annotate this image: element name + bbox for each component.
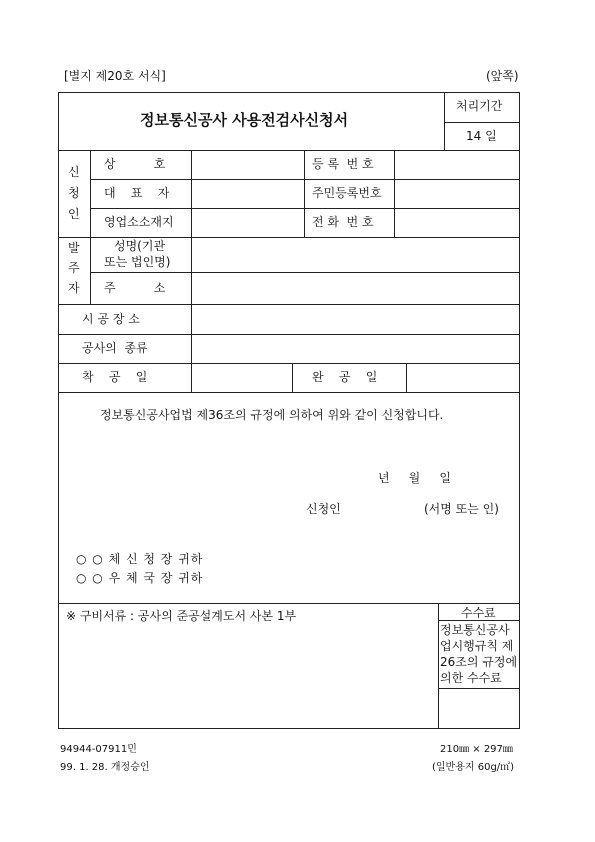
phone-number-label: 전 화 번 호: [312, 215, 374, 229]
representative-label: 대 표 자: [104, 186, 170, 200]
fee-text-3: 26조의 규정에: [440, 655, 518, 669]
processing-period-label: 처리기간: [456, 99, 503, 113]
construction-type-label: 공사의 종류: [82, 341, 148, 355]
applicant-section-3: 인: [68, 207, 80, 221]
paper-type: (일반용지 60g/㎡): [432, 762, 515, 773]
applicant-sign-label: 신청인: [306, 502, 341, 516]
completion-date-label: 완 공 일: [312, 370, 378, 384]
application-statement: 정보통신공사업법 제36조의 규정에 의하여 위와 같이 신청합니다.: [100, 408, 444, 422]
trade-name-label: 상 호: [104, 157, 166, 171]
processing-period-value: 14 일: [466, 129, 497, 143]
form-number: [별지 제20호 서식]: [64, 69, 166, 83]
form-code: 94944-07911민: [60, 744, 137, 755]
orderer-section-2: 주: [68, 261, 80, 275]
orderer-name-label-1: 성명(기관: [114, 239, 166, 253]
registration-number-label: 등 록 번 호: [312, 157, 374, 171]
orderer-section-3: 자: [68, 281, 80, 295]
resident-number-label: 주민등록번호: [312, 186, 382, 200]
fee-text-2: 업시행규칙 제: [440, 639, 514, 653]
start-date-label: 착 공 일: [82, 370, 148, 384]
required-documents: ※ 구비서류 : 공사의 준공설계도서 사본 1부: [66, 609, 297, 623]
paper-size: 210㎜ × 297㎜: [440, 744, 513, 755]
fee-text-1: 정보통신공사: [440, 623, 510, 637]
recipient-1: ○ ○ 체 신 청 장 귀하: [76, 552, 204, 566]
recipient-2: ○ ○ 우 체 국 장 귀하: [76, 571, 204, 585]
form-title: 정보통신공사 사용전검사신청서: [140, 111, 349, 129]
fee-text-4: 의한 수수료: [440, 671, 502, 685]
signature-note: (서명 또는 인): [424, 502, 499, 516]
orderer-address-label: 주 소: [104, 281, 166, 295]
date-line: 년 월 일: [378, 471, 451, 485]
orderer-section-1: 발: [68, 241, 80, 255]
construction-site-label: 시 공 장 소: [82, 312, 140, 326]
applicant-section-1: 신: [68, 165, 80, 179]
fee-label: 수수료: [461, 606, 496, 620]
business-address-label: 영업소소재지: [104, 215, 174, 229]
page-side: (앞쪽): [486, 69, 519, 83]
orderer-name-label-2: 또는 법인명): [104, 255, 171, 269]
approval-date: 99. 1. 28. 개정승인: [60, 762, 150, 773]
applicant-section-2: 청: [68, 186, 80, 200]
